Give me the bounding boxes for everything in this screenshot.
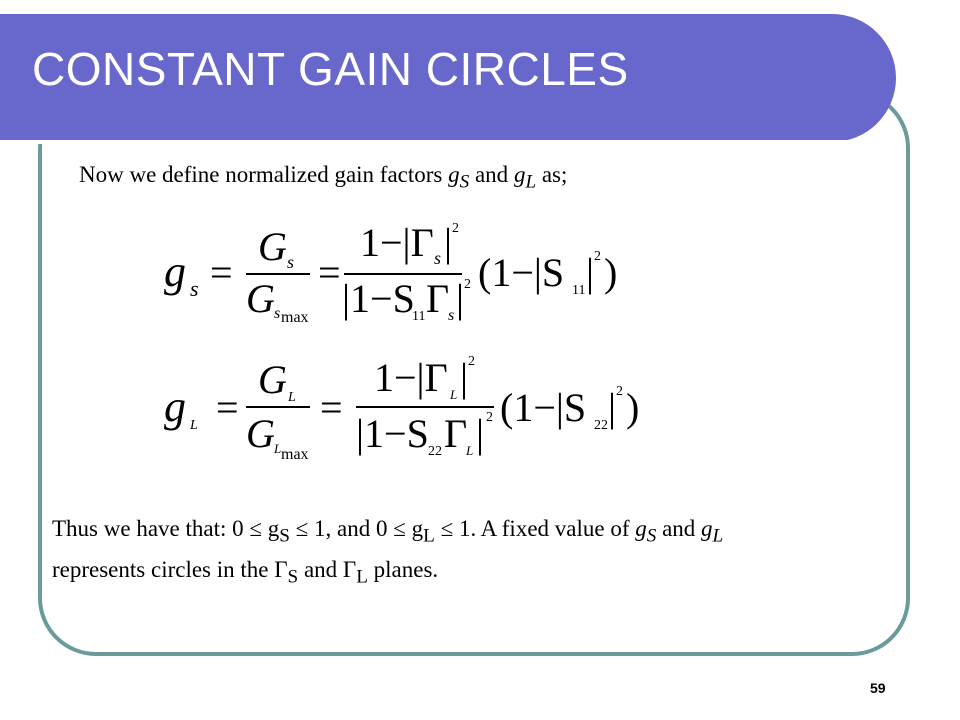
conclusion-sub-s-3: S xyxy=(287,566,299,588)
gs-frac2-num-sq: 2 xyxy=(452,221,459,236)
conclusion-g-s: g xyxy=(635,516,647,541)
conclusion-text xyxy=(52,512,912,593)
conclusion-p7: planes. xyxy=(367,556,439,582)
gs-lhs-g: g xyxy=(164,247,186,296)
gl-frac1-den: G xyxy=(246,411,275,456)
gl-eq-1: = xyxy=(216,385,239,430)
equation-gl xyxy=(160,345,640,463)
gl-frac2-num-sub: L xyxy=(450,387,458,402)
gl-factor-sq: 2 xyxy=(616,384,623,399)
title-underline xyxy=(0,140,848,144)
gs-frac2-num: 1−|Γ xyxy=(360,220,434,265)
conclusion-sub-l-3: L xyxy=(356,566,368,588)
conclusion-p5: represents circles in the Γ xyxy=(52,556,288,582)
gl-frac1-den-subsub: max xyxy=(281,446,309,463)
gs-frac2-den-gamma-sub: s xyxy=(448,307,455,324)
gl-frac1-den-sub: L xyxy=(274,441,282,456)
conclusion-sub-s-2: S xyxy=(646,525,657,547)
gl-factor-sub: 22 xyxy=(594,418,608,433)
equation-gs xyxy=(160,208,620,328)
gl-eq-2: = xyxy=(320,385,343,430)
gl-frac2-den-close: | xyxy=(476,411,485,456)
conclusion-sub-l-2: L xyxy=(712,525,724,547)
gl-factor: (1−|S xyxy=(500,385,587,430)
gs-frac1-num-sub: s xyxy=(287,252,295,272)
gl-frac2-den: |1−S xyxy=(356,411,429,456)
gs-frac1-den-subsub: max xyxy=(281,309,309,326)
gs-factor-end: ) xyxy=(604,250,618,295)
gs-lhs-sub: s xyxy=(190,276,199,301)
gs-frac1-den: G xyxy=(246,276,275,321)
gl-lhs-sub: L xyxy=(190,418,198,433)
gl-frac1-num-sub: L xyxy=(288,390,296,405)
gs-eq-2: = xyxy=(318,250,341,295)
gs-frac2-den: |1−S xyxy=(342,276,415,321)
gl-frac2-num: 1−|Γ xyxy=(374,355,448,400)
gs-eq-1: = xyxy=(210,250,233,295)
gl-lhs-g: g xyxy=(164,382,186,431)
conclusion-p3: ≤ 1. A fixed value of xyxy=(434,516,636,541)
gl-frac2-den-sq: 2 xyxy=(486,410,493,425)
intro-g-s: g xyxy=(448,162,460,187)
gs-frac2-den-s-sub: 11 xyxy=(412,309,426,324)
intro-text-a: Now we define normalized gain factors xyxy=(79,162,449,187)
gs-factor-sub: 11 xyxy=(572,283,586,298)
gl-factor-end: ) xyxy=(626,385,640,430)
gs-frac2-num-close: | xyxy=(444,220,453,265)
conclusion-p4: and xyxy=(656,516,702,541)
gs-factor: (1−|S xyxy=(478,250,565,295)
gl-frac2-den-gamma: Γ xyxy=(444,411,468,456)
conclusion-p1: Thus we have that: 0 ≤ g xyxy=(52,516,280,541)
intro-text xyxy=(79,162,567,194)
gs-frac2-den-gamma: Γ xyxy=(426,276,450,321)
gs-frac1-num: G xyxy=(258,224,287,269)
conclusion-sub-s-1: S xyxy=(279,525,290,547)
gl-frac2-den-s-sub: 22 xyxy=(428,444,442,459)
intro-text-c: as; xyxy=(536,162,568,187)
gs-frac2-den-close: | xyxy=(456,276,465,321)
conclusion-g-l: g xyxy=(701,516,713,541)
gl-frac2-num-sq: 2 xyxy=(468,354,475,369)
intro-g-l: g xyxy=(513,162,526,187)
conclusion-p6: and Γ xyxy=(298,556,357,582)
slide-title: CONSTANT GAIN CIRCLES xyxy=(32,43,629,95)
gl-factor-close: | xyxy=(608,385,617,430)
intro-text-b: and xyxy=(469,162,514,187)
gl-frac1-num: G xyxy=(258,357,287,402)
conclusion-sub-l-1: L xyxy=(423,525,435,547)
gl-frac2-num-close: | xyxy=(460,355,469,400)
gs-frac2-den-sq: 2 xyxy=(464,277,471,292)
gl-frac2-den-gamma-sub: L xyxy=(466,443,474,458)
gs-frac2-num-sub: s xyxy=(434,248,442,268)
slide-number: 59 xyxy=(870,680,886,696)
gs-frac1-den-sub: s xyxy=(274,305,281,322)
intro-sub-s: S xyxy=(459,171,470,193)
conclusion-p2: ≤ 1, and 0 ≤ g xyxy=(289,516,424,541)
intro-sub-l: L xyxy=(525,171,537,193)
gs-factor-close: | xyxy=(586,250,595,295)
gs-factor-sq: 2 xyxy=(594,249,601,264)
